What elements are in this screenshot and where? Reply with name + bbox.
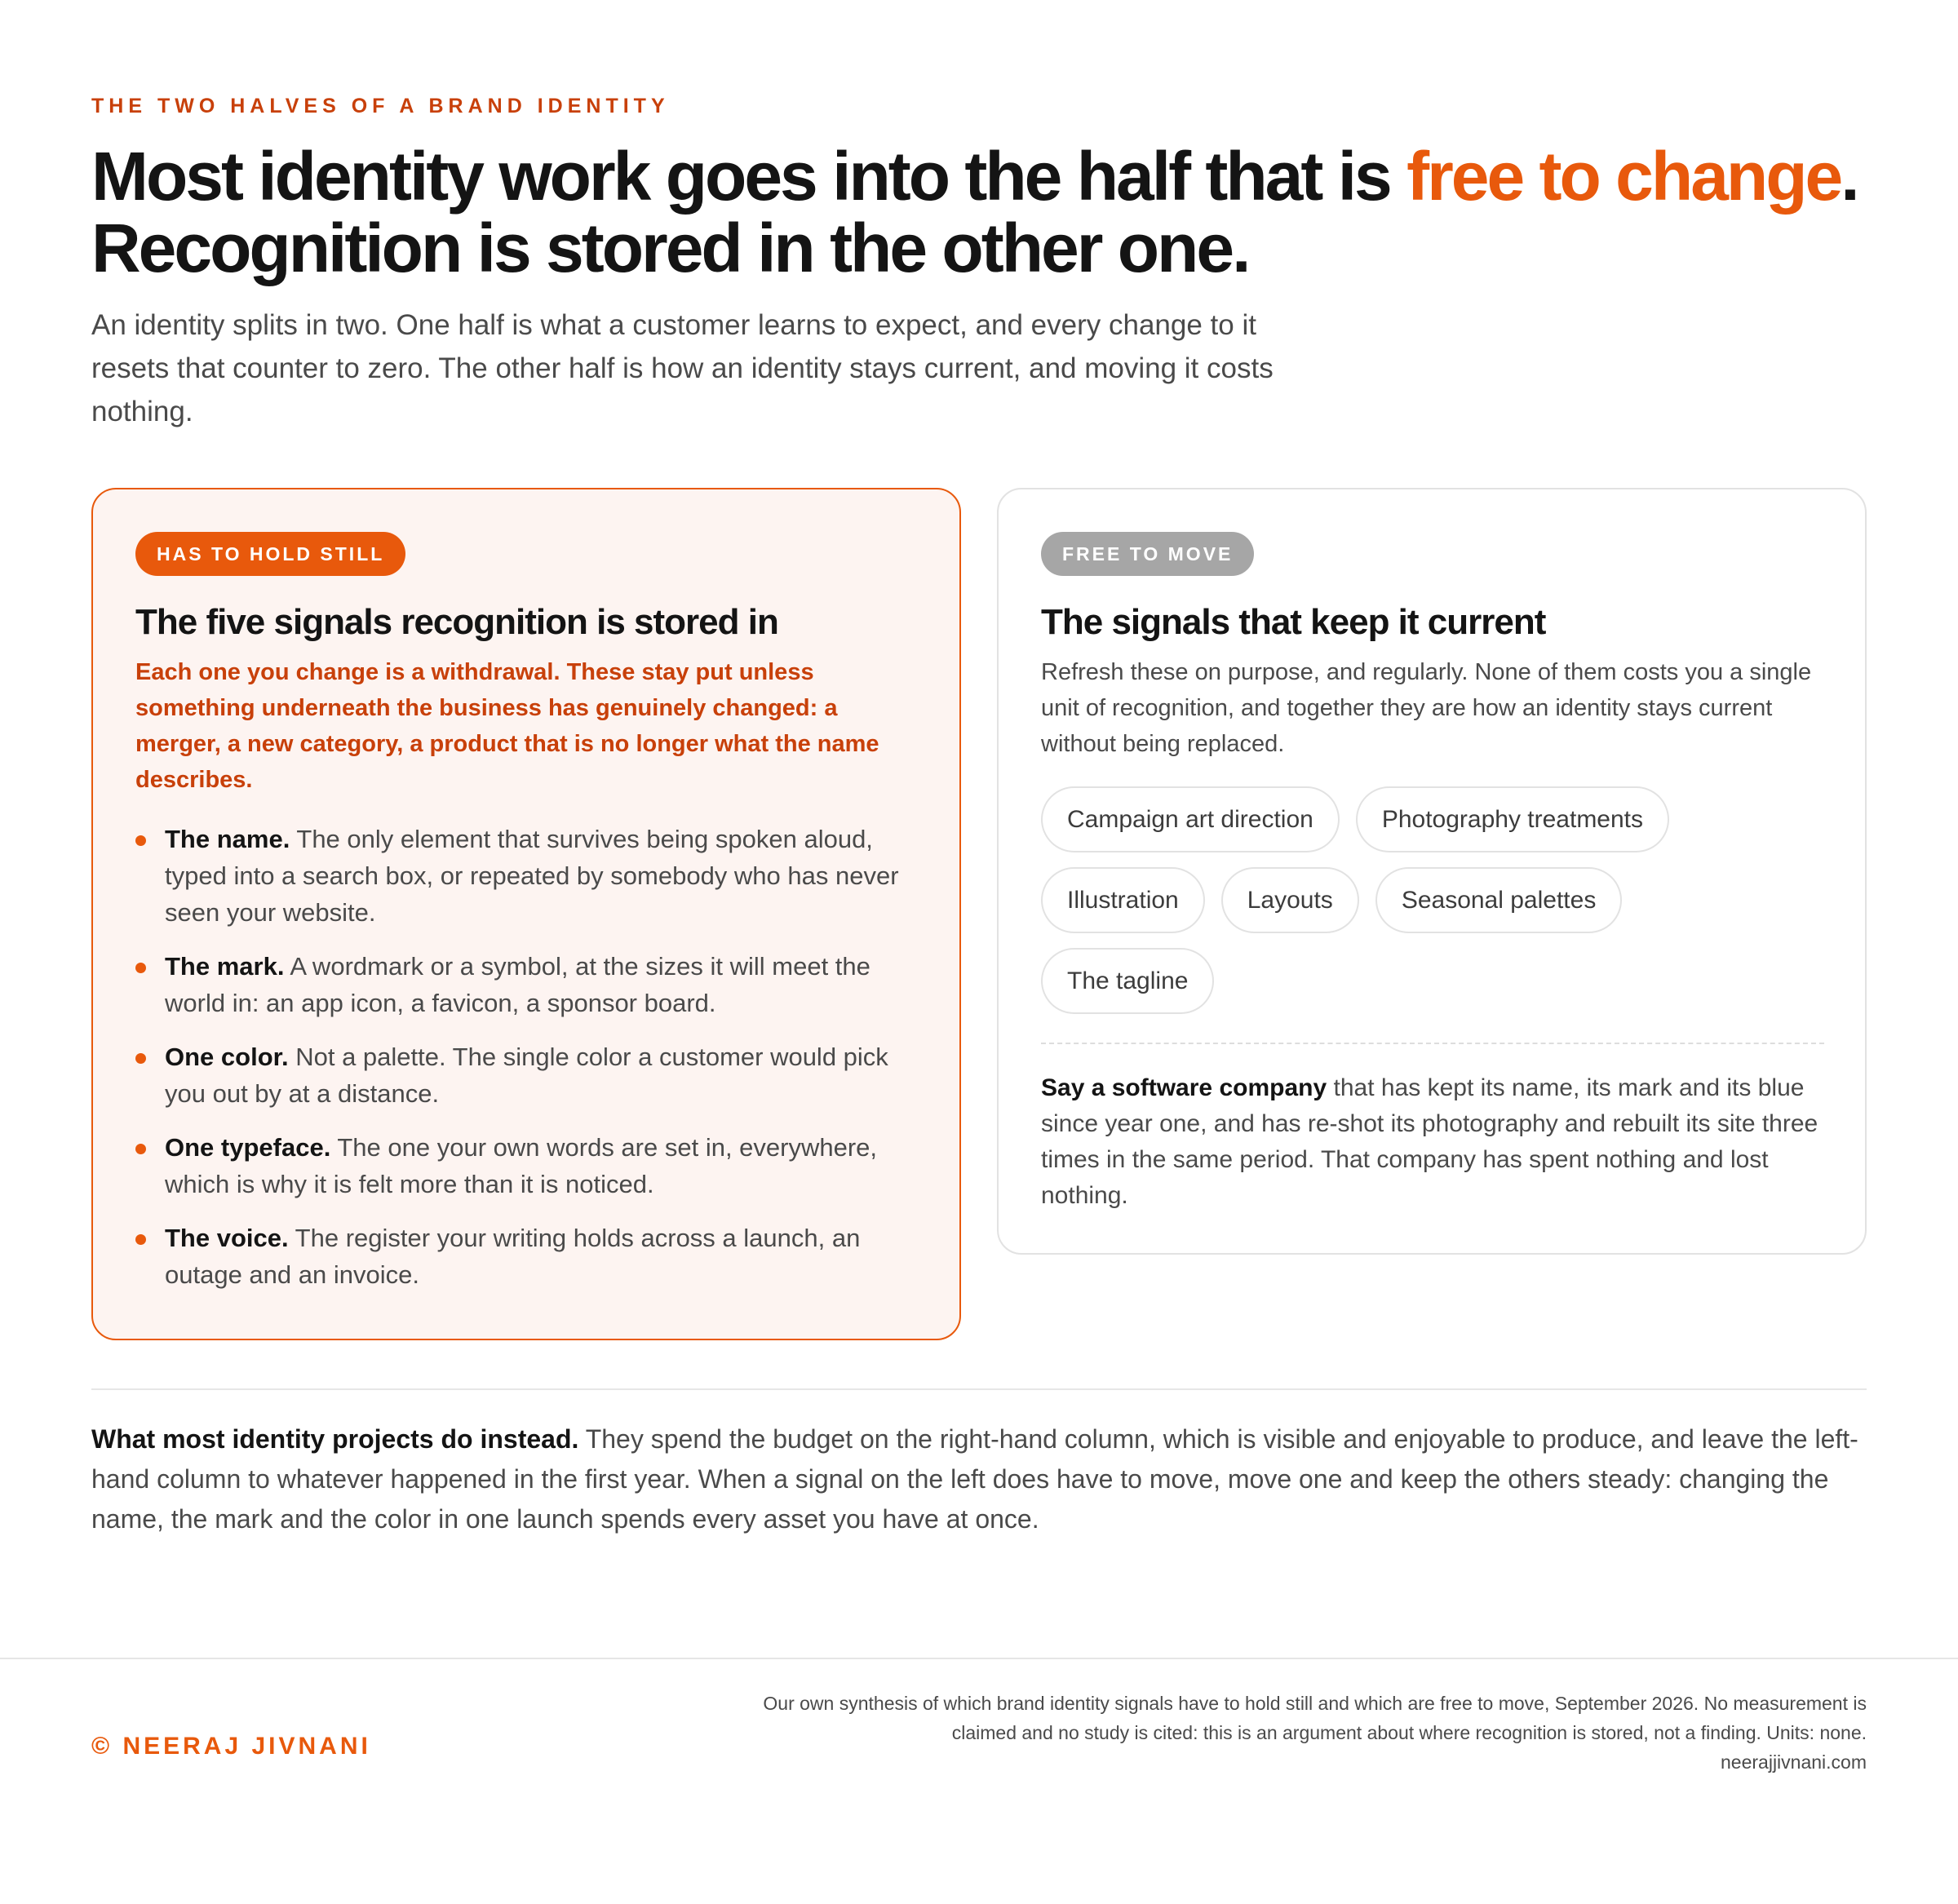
tag-row bbox=[1041, 786, 1824, 852]
bullet-icon bbox=[135, 1053, 146, 1064]
signal-term: The name. bbox=[165, 825, 290, 853]
bullet-icon bbox=[135, 963, 146, 973]
bullet-icon bbox=[135, 1144, 146, 1154]
signal-term: The voice. bbox=[165, 1224, 289, 1252]
eyebrow: THE TWO HALVES OF A BRAND IDENTITY bbox=[91, 95, 670, 117]
signal-item-typeface bbox=[135, 1129, 919, 1202]
closing-paragraph bbox=[91, 1419, 1867, 1539]
closing-lead: What most identity projects do instead. bbox=[91, 1424, 579, 1454]
headline-accent: free to change bbox=[1406, 138, 1841, 215]
signal-term: One typeface. bbox=[165, 1133, 331, 1162]
signal-list bbox=[135, 821, 919, 1310]
tag-the-tagline: The tagline bbox=[1041, 948, 1214, 1014]
hold-still-card bbox=[91, 488, 961, 1340]
footer-brand: © NEERAJ JIVNANI bbox=[91, 1733, 371, 1760]
tag-row bbox=[1041, 867, 1824, 933]
closing-text: They spend the budget on the right-hand column, which is visible and enjoyable to produce, and leave the left-hand column to whatever happened in the first year. When a signal on the left does have to move, move one and keep the others steady: changing the name, the mark and the color in one launch spends every asset you have at once. bbox=[91, 1424, 1858, 1534]
lede-paragraph: An identity splits in two. One half is what a customer learns to expect, and every change to it resets that counter to zero. The other half is how an identity stays current, and moving it costs nothing. bbox=[91, 309, 1274, 427]
page-headline bbox=[91, 140, 1886, 284]
example-paragraph bbox=[1041, 1070, 1824, 1214]
tag-group bbox=[1041, 786, 1824, 1029]
signal-text: A wordmark or a symbol, at the sizes it will meet the world in: an app icon, a favicon, a sponsor board. bbox=[165, 952, 870, 1017]
tag-photography-treatments: Photography treatments bbox=[1356, 786, 1669, 852]
signal-item-mark bbox=[135, 948, 919, 1021]
signal-text: The one your own words are set in, everywhere, which is why it is felt more than it is noticed. bbox=[165, 1133, 878, 1198]
headline-part1: Most identity work goes into the half that is bbox=[91, 138, 1407, 215]
signal-text: The only element that survives being spoken aloud, typed into a search box, or repeated by somebody who has never seen your website. bbox=[165, 825, 899, 927]
bullet-icon bbox=[135, 835, 146, 846]
signal-text: The register your writing holds across a launch, an outage and an invoice. bbox=[165, 1224, 861, 1289]
headline-part2: . Recognition is stored in the other one. bbox=[91, 138, 1858, 286]
footer-note bbox=[757, 1689, 1867, 1777]
footer-divider bbox=[0, 1658, 1958, 1659]
free-to-move-intro: Refresh these on purpose, and regularly. None of them costs you a single unit of recognition, and together they are how an identity stays current without being replaced. bbox=[1041, 659, 1812, 757]
example-text: that has kept its name, its mark and its blue since year one, and has re-shot its photography and rebuilt its site three times in the same period. That company has spent nothing and lost nothing. bbox=[1041, 1074, 1818, 1209]
example-lead: Say a software company bbox=[1041, 1074, 1327, 1101]
hold-still-pill: HAS TO HOLD STILL bbox=[135, 532, 405, 576]
section-divider bbox=[91, 1388, 1867, 1390]
hold-still-intro: Each one you change is a withdrawal. These stay put unless something underneath the business has genuinely changed: a merger, a new category, a product that is no longer what the name describes. bbox=[135, 659, 879, 793]
signal-term: One color. bbox=[165, 1043, 289, 1071]
signal-item-color bbox=[135, 1038, 919, 1112]
free-to-move-card bbox=[997, 488, 1867, 1255]
tag-campaign-art-direction: Campaign art direction bbox=[1041, 786, 1340, 852]
tag-row bbox=[1041, 948, 1824, 1014]
free-to-move-title: The signals that keep it current bbox=[1041, 602, 1546, 642]
tag-layouts: Layouts bbox=[1221, 867, 1359, 933]
signal-item-voice bbox=[135, 1220, 919, 1293]
signal-item-name bbox=[135, 821, 919, 931]
free-to-move-pill: FREE TO MOVE bbox=[1041, 532, 1254, 576]
bullet-icon bbox=[135, 1234, 146, 1245]
hold-still-title: The five signals recognition is stored in bbox=[135, 602, 778, 642]
tag-seasonal-palettes: Seasonal palettes bbox=[1375, 867, 1623, 933]
tag-illustration: Illustration bbox=[1041, 867, 1205, 933]
signal-text: Not a palette. The single color a customer would pick you out by at a distance. bbox=[165, 1043, 888, 1108]
footer-note-text: Our own synthesis of which brand identity signals have to hold still and which are free to move, September 2026. No measurement is claimed and no study is cited: this is an argument about where recognition is stored, not a finding. Units: none. bbox=[763, 1693, 1867, 1743]
dashed-divider bbox=[1041, 1043, 1824, 1044]
signal-term: The mark. bbox=[165, 952, 285, 981]
footer-site-link[interactable]: neerajjivnani.com bbox=[1721, 1751, 1867, 1773]
